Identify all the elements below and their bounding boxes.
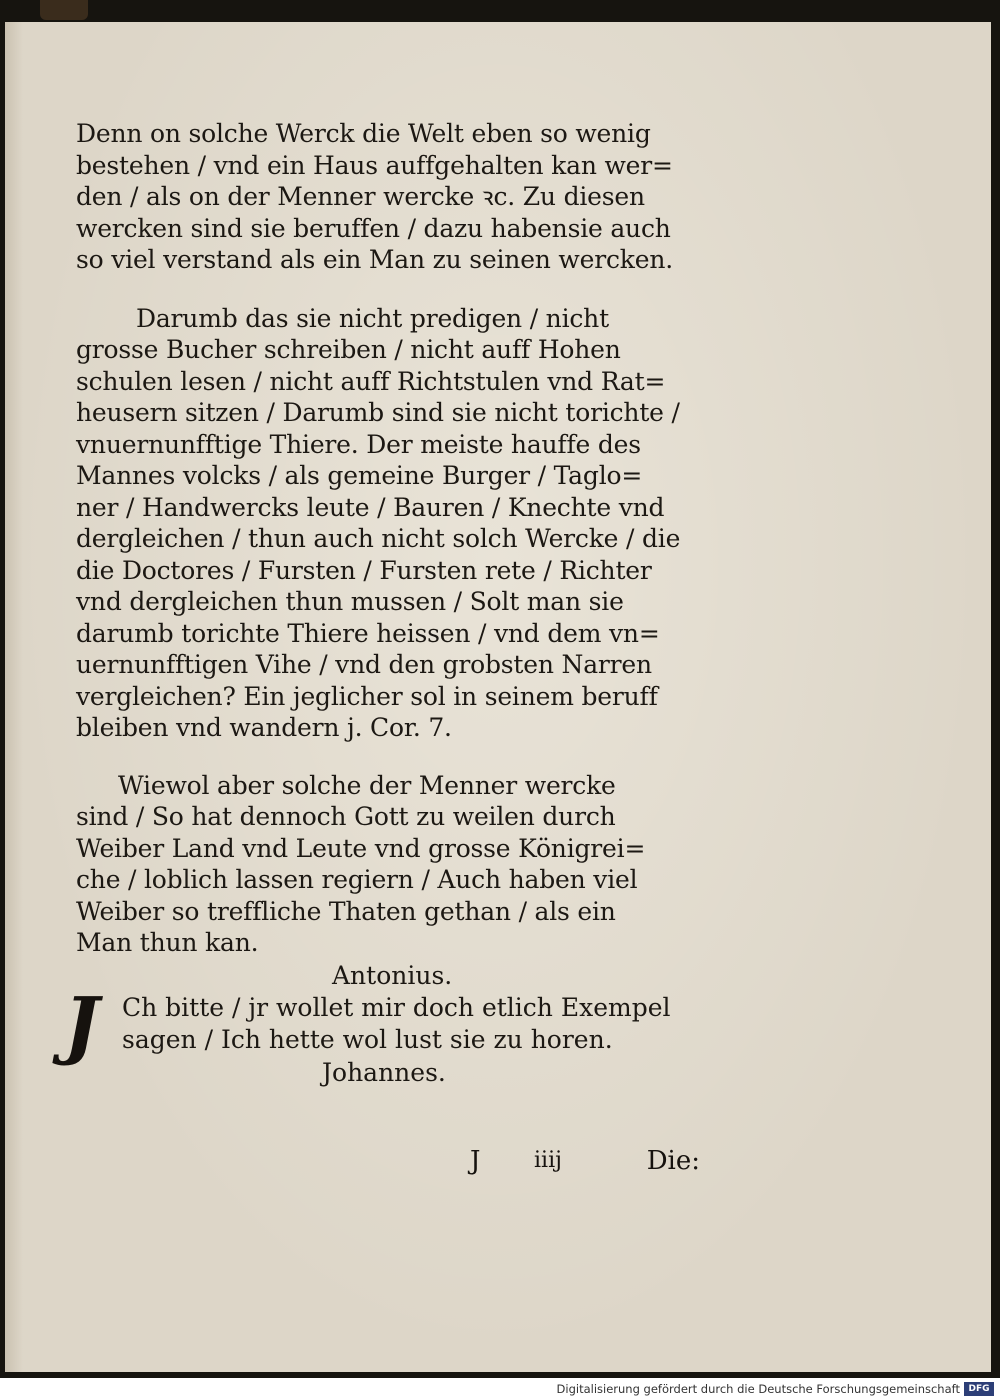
text-line: ner / Handwercks leute / Bauren / Knechte vnd — [76, 492, 665, 522]
text-line: grosse Bucher schreiben / nicht auff Hohen — [76, 335, 621, 364]
paragraph-3 — [76, 770, 716, 959]
text-line: Mannes volcks / als gemeine Burger / Taglo= — [76, 461, 643, 490]
text-line: den / als on der Menner wercke ꝛc. Zu diesen — [76, 182, 645, 211]
text-line: schulen lesen / nicht auff Richtstulen vnd Rat= — [76, 366, 666, 396]
catchword: Die: — [646, 1146, 700, 1176]
text-line: bestehen / vnd ein Haus auffgehalten kan wer= — [76, 150, 673, 180]
drop-cap: J — [64, 981, 100, 1068]
text-line: Denn on solche Werck die Welt eben so wenig — [76, 119, 651, 148]
text-line: sind / So hat dennoch Gott zu weilen durch — [76, 802, 616, 831]
text-line: bleiben vnd wandern j. Cor. 7. — [76, 713, 452, 742]
text-line: uernunfftigen Vihe / vnd den grobsten Narren — [76, 650, 652, 679]
paragraph-1 — [76, 118, 716, 276]
text-line: heusern sitzen / Darumb sind sie nicht torichte / — [76, 398, 680, 427]
page-text — [64, 118, 716, 1089]
signature-number: iiij — [534, 1148, 562, 1173]
text-line: dergleichen / thun auch nicht solch Wercke / die — [76, 524, 681, 553]
footer-credit: Digitalisierung gefördert durch die Deutsche Forschungsgemeinschaft — [556, 1382, 960, 1396]
speaker-heading: Johannes. — [322, 1057, 446, 1087]
paragraph-2 — [76, 303, 716, 744]
text-line: Man thun kan. — [76, 928, 259, 957]
text-line: Weiber Land vnd Leute vnd grosse Königrei= — [76, 833, 646, 863]
dialogue-paragraph — [64, 981, 716, 1068]
signature-line — [470, 1143, 710, 1179]
text-line: wercken sind sie beruffen / dazu habensie auch — [76, 213, 671, 243]
dfg-logo: DFG — [964, 1382, 994, 1396]
digitization-footer — [0, 1378, 1000, 1400]
speaker-heading: Antonius. — [332, 960, 453, 990]
binding-edge — [40, 0, 88, 20]
text-line: Darumb das sie nicht predigen / nicht — [136, 303, 609, 333]
text-line: sagen / Ich hette wol lust sie zu horen. — [122, 1024, 613, 1054]
text-line: die Doctores / Fursten / Fursten rete / Richter — [76, 555, 652, 585]
text-line: so viel verstand als ein Man zu seinen wercken. — [76, 245, 673, 274]
text-line: Weiber so treffliche Thaten gethan / als ein — [76, 896, 616, 926]
text-line: Wiewol aber solche der Menner wercke — [118, 770, 616, 800]
text-line: darumb torichte Thiere heissen / vnd dem vn= — [76, 618, 660, 648]
text-line: Ch bitte / jr wollet mir doch etlich Exempel — [122, 992, 671, 1022]
signature-mark: J — [470, 1146, 481, 1176]
text-line: vergleichen? Ein jeglicher sol in seinem beruff — [76, 681, 658, 711]
text-line: vnd dergleichen thun mussen / Solt man sie — [76, 587, 624, 616]
text-line: che / loblich lassen regiern / Auch haben viel — [76, 865, 638, 894]
text-line: vnuernunfftige Thiere. Der meiste hauffe des — [76, 429, 641, 459]
